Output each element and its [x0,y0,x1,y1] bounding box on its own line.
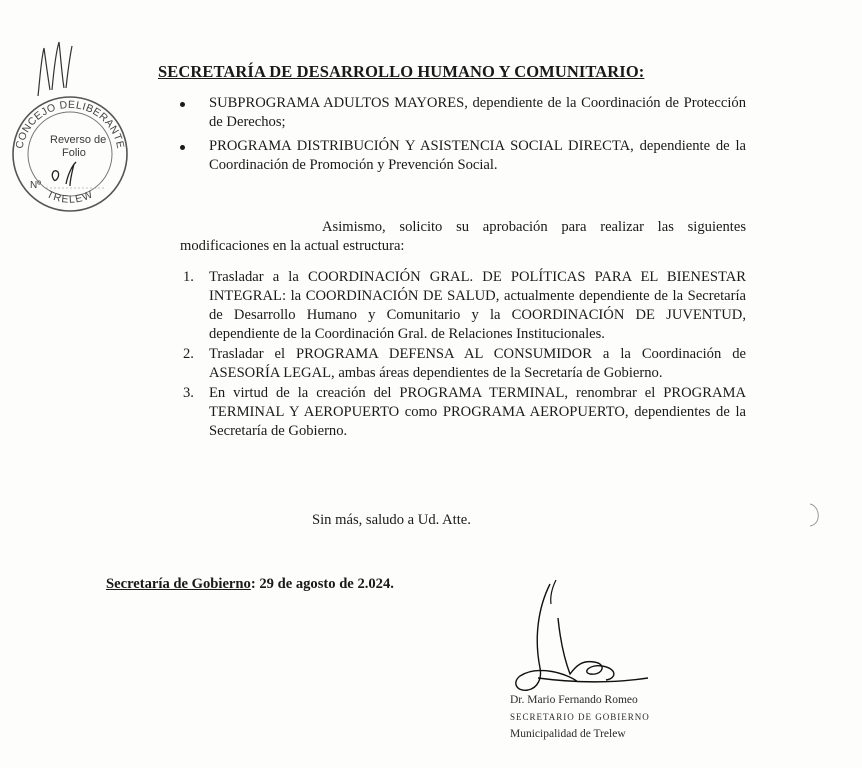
concejo-stamp [10,88,130,216]
signatory-role: SECRETARIO DE GOBIERNO [510,712,650,722]
signature-block [510,692,710,743]
item-text: Trasladar el PROGRAMA DEFENSA AL CONSUMIDOR a la Coordinación de ASESORÍA LEGAL, ambas áreas dependientes de la Secretaría de Gobierno. [209,346,746,381]
list-item: SUBPROGRAMA ADULTOS MAYORES, dependiente de la Coordinación de Protección de Derechos; [180,94,746,132]
modifications-list [180,268,746,442]
place-date-line [106,576,394,593]
item-number: 2. [183,346,194,362]
stamp-number-label: Nº [30,180,41,191]
item-number: 3. [183,385,194,401]
stamp-reverso-label: Reverso de [50,134,107,146]
item-number: 1. [183,269,194,285]
place-label: Secretaría de Gobierno [106,576,251,592]
svg-text:TRELEW [45,188,95,206]
stamp-ring-top-text: CONCEJO DELIBERANTE [13,98,127,150]
punch-hole-mark [806,500,824,530]
stamp-ring-bottom-text: TRELEW [44,188,96,206]
list-item [180,384,746,441]
list-item: PROGRAMA DISTRIBUCIÓN Y ASISTENCIA SOCIAL DIRECTA, dependiente de la Coordinación de Promoción y Prevención Social. [180,137,746,175]
signatory-name: Dr. Mario Fernando Romeo [510,694,638,706]
item-text: Trasladar a la COORDINACIÓN GRAL. DE POLÍTICAS PARA EL BIENESTAR INTEGRAL: la COORDINACIÓN DE SALUD, actualmente dependiente de la Secretaría de Desarrollo Humano y Comunitario y la COORDINACIÓN DE JUVENTUD, dependiente de la Coordinación Gral. de Relaciones Institucionales. [209,269,746,342]
closing-line: Sin más, saludo a Ud. Atte. [312,512,471,528]
date-text: : 29 de agosto de 2.024. [250,576,394,592]
handwritten-signature [498,578,678,708]
section-title: SECRETARÍA DE DESARROLLO HUMANO Y COMUNITARIO: [158,62,645,81]
signatory-office: Municipalidad de Trelew [510,728,626,740]
list-item [180,345,746,383]
intro-paragraph: Asimismo, solicito su aprobación para realizar las siguientes modificaciones en la actual estructura: [180,219,746,254]
list-item [180,268,746,344]
program-bullet-list [180,94,746,180]
stamp-folio-label: Folio [62,147,86,159]
item-text: En virtud de la creación del PROGRAMA TERMINAL, renombrar el PROGRAMA TERMINAL Y AEROPUERTO como PROGRAMA AEROPUERTO, dependientes de la Secretaría de Gobierno. [209,385,746,439]
